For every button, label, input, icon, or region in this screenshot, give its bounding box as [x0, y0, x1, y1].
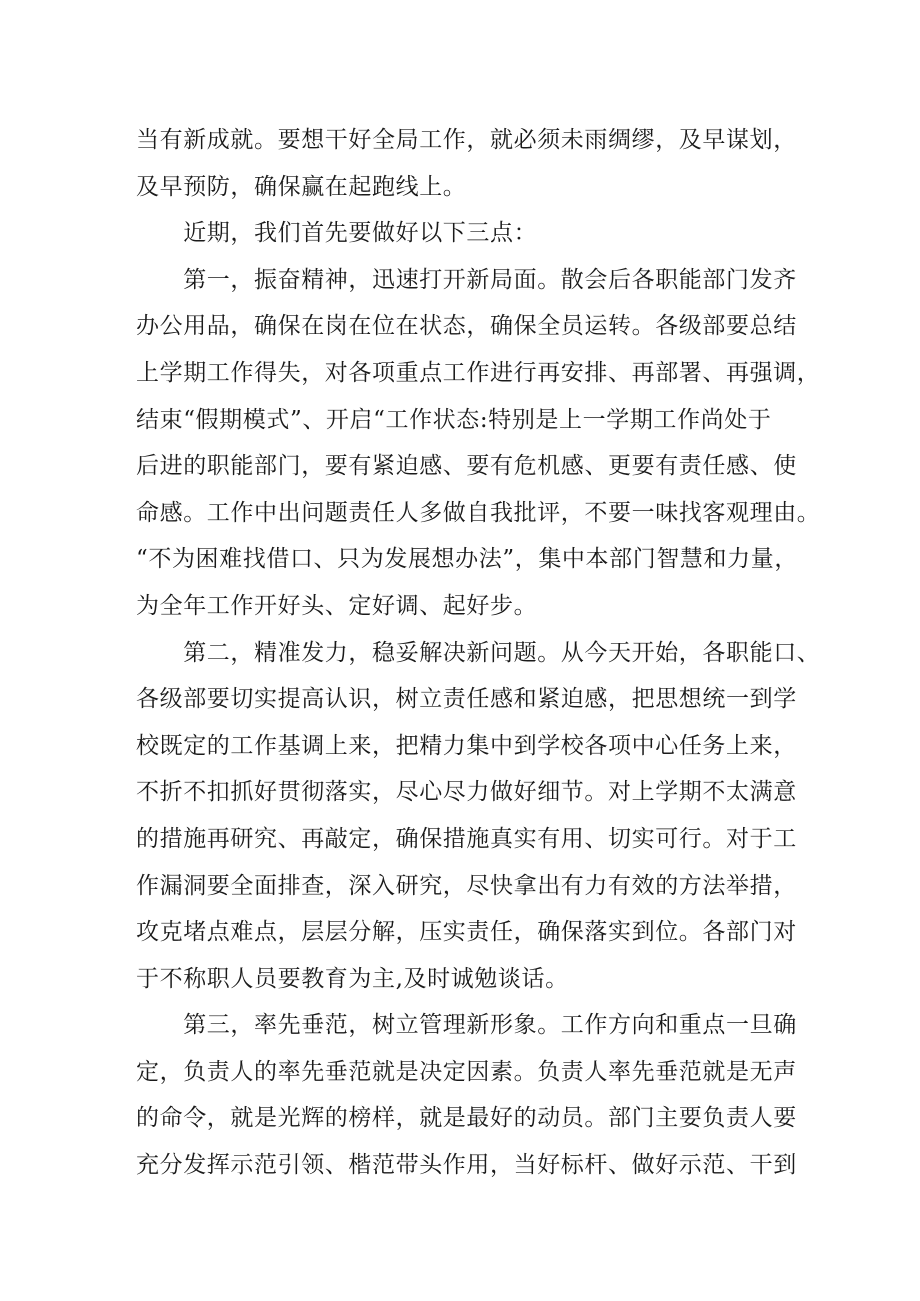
text-line: 定，负责人的率先垂范就是决定因素。负责人率先垂范就是无声 [136, 1058, 797, 1085]
text-line: 的命令，就是光辉的榜样，就是最好的动员。部门主要负责人要 [136, 1105, 797, 1132]
text-line: 近期，我们首先要做好以下三点： [136, 220, 538, 247]
text-line: 校既定的工作基调上来，把精力集中到学校各项中心任务上来， [136, 732, 797, 759]
text-line: 的措施再研究、再敲定，确保措施真实有用、切实可行。对于工 [136, 825, 797, 852]
body-text [136, 117, 821, 1189]
text-line: 上学期工作得失，对各项重点工作进行再安排、再部署、再强调， [136, 359, 821, 386]
text-line: “不为困难找借口、只为发展想办法”，集中本部门智慧和力量， [136, 546, 798, 573]
text-line: 不折不扣抓好贯彻落实，尽心尽力做好细节。对上学期不太满意 [136, 779, 797, 806]
text-line: 第三，率先垂范，树立管理新形象。工作方向和重点一旦确 [136, 1012, 797, 1039]
text-line: 于不称职人员要教育为主,及时诚勉谈话。 [136, 965, 569, 992]
text-line: 充分发挥示范引领、楷范带头作用，当好标杆、做好示范、干到 [136, 1152, 797, 1179]
text-line: 后进的职能部门，要有紧迫感、要有危机感、更要有责任感、使 [136, 453, 797, 480]
text-line: 办公用品，确保在岗在位在状态，确保全员运转。各级部要总结 [136, 313, 797, 340]
text-line: 结束“假期模式”、开启“工作状态:特别是上一学期工作尚处于 [136, 406, 772, 433]
text-line: 作漏洞要全面排查，深入研究，尽快拿出有力有效的方法举措， [136, 872, 797, 899]
text-line: 各级部要切实提高认识，树立责任感和紧迫感，把思想统一到学 [136, 686, 797, 713]
text-line: 攻克堵点难点，层层分解，压实责任，确保落实到位。各部门对 [136, 919, 797, 946]
text-line: 为全年工作开好头、定好调、起好步。 [136, 592, 538, 619]
text-line: 第二，精准发力，稳妥解决新问题。从今天开始，各职能口、 [136, 639, 821, 666]
text-line: 当有新成就。要想干好全局工作，就必须未雨绸缪，及早谋划， [136, 127, 797, 153]
text-line: 第一，振奋精神，迅速打开新局面。散会后各职能部门发齐 [136, 266, 797, 293]
text-line: 及早预防，确保赢在起跑线上。 [136, 173, 467, 200]
text-line: 命感。工作中出问题责任人多做自我批评，不要一味找客观理由。 [136, 499, 821, 526]
